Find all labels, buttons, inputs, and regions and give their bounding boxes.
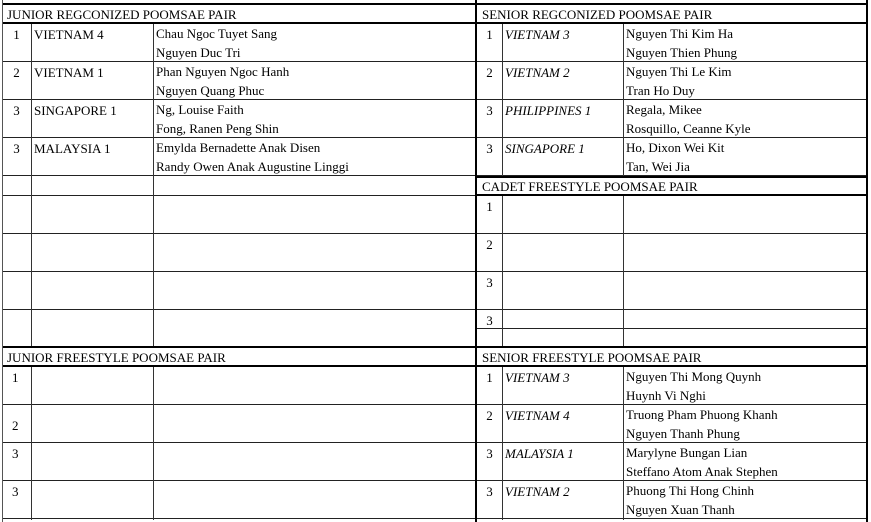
- top-border: [2, 3, 868, 5]
- table-row[interactable]: [2, 100, 476, 138]
- section-title: JUNIOR REGCONIZED POOMSAE PAIR: [2, 5, 476, 24]
- team-cell: VIETNAM 4: [34, 27, 104, 42]
- rank-cell: 3: [12, 484, 19, 499]
- table-row[interactable]: [477, 138, 866, 176]
- athletes-cell: [623, 24, 866, 61]
- blank-row: [2, 196, 476, 234]
- athletes-cell: [153, 100, 476, 137]
- table-row[interactable]: [477, 367, 866, 405]
- athletes-cell: [623, 405, 866, 442]
- athlete-name: Nguyen Xuan Thanh: [626, 502, 735, 517]
- blank-row: [2, 272, 476, 310]
- table-row[interactable]: [2, 443, 476, 481]
- rank-cell: 1: [486, 370, 493, 385]
- rank-cell: 3: [486, 103, 493, 118]
- table-row[interactable]: [2, 138, 476, 176]
- athlete-name: Nguyen Thi Le Kim: [626, 64, 732, 79]
- team-cell: VIETNAM 2: [505, 484, 570, 499]
- cadet-freestyle-section: [477, 177, 866, 348]
- athlete-name: Nguyen Thanh Phung: [626, 426, 740, 441]
- athlete-name: Emylda Bernadette Anak Disen: [156, 140, 321, 155]
- athletes-cell: [153, 24, 476, 61]
- table-row[interactable]: [477, 310, 866, 329]
- athlete-name: Chau Ngoc Tuyet Sang: [156, 26, 277, 41]
- athlete-name: Nguyen Quang Phuc: [156, 83, 265, 98]
- rank-cell: 2: [486, 237, 493, 252]
- athlete-name: Tan, Wei Jia: [626, 159, 690, 174]
- athlete-name: Steffano Atom Anak Stephen: [626, 464, 778, 479]
- athletes-cell: [623, 138, 866, 175]
- table-row[interactable]: [2, 405, 476, 443]
- junior-freestyle-section: [2, 348, 476, 520]
- senior-freestyle-section: [477, 348, 866, 520]
- athlete-name: Nguyen Thien Phung: [626, 45, 737, 60]
- rank-cell: 2: [13, 65, 20, 80]
- section-title: SENIOR REGCONIZED POOMSAE PAIR: [477, 5, 866, 24]
- rank-cell: 2: [486, 408, 493, 423]
- rank-cell: 2: [486, 65, 493, 80]
- team-cell: SINGAPORE 1: [505, 141, 585, 156]
- athletes-cell: [623, 100, 866, 137]
- rank-cell: 1: [486, 27, 493, 42]
- table-row[interactable]: [2, 24, 476, 62]
- athlete-name: Fong, Ranen Peng Shin: [156, 121, 279, 136]
- team-cell: VIETNAM 3: [505, 370, 570, 385]
- junior-recognized-section: [2, 5, 476, 177]
- table-row[interactable]: [477, 196, 866, 234]
- rank-cell: 3: [486, 484, 493, 499]
- rank-cell: 3: [13, 103, 20, 118]
- middle-divider: [2, 346, 868, 348]
- section-title: SENIOR FREESTYLE POOMSAE PAIR: [477, 348, 866, 367]
- team-cell: VIETNAM 2: [505, 65, 570, 80]
- rank-cell: 3: [486, 141, 493, 156]
- athlete-name: Randy Owen Anak Augustine Linggi: [156, 159, 349, 174]
- team-cell: SINGAPORE 1: [34, 103, 117, 118]
- athlete-name: Phuong Thi Hong Chinh: [626, 483, 754, 498]
- athlete-name: Ng, Louise Faith: [156, 102, 244, 117]
- athlete-name: Ho, Dixon Wei Kit: [626, 140, 725, 155]
- athlete-name: Nguyen Thi Mong Quynh: [626, 369, 762, 384]
- athletes-cell: [623, 367, 866, 404]
- blank-row: [2, 234, 476, 272]
- table-row[interactable]: [477, 24, 866, 62]
- athlete-name: Tran Ho Duy: [626, 83, 695, 98]
- athlete-name: Nguyen Duc Tri: [156, 45, 241, 60]
- athletes-cell: [623, 443, 866, 480]
- rank-cell: 1: [12, 370, 19, 385]
- team-cell: VIETNAM 3: [505, 27, 570, 42]
- blank-rows-left: [2, 177, 476, 348]
- table-row[interactable]: [477, 405, 866, 443]
- athlete-name: Regala, Mikee: [626, 102, 702, 117]
- section-title: JUNIOR FREESTYLE POOMSAE PAIR: [2, 348, 476, 367]
- table-row[interactable]: [477, 443, 866, 481]
- athlete-name: Nguyen Thi Kim Ha: [626, 26, 733, 41]
- athletes-cell: [153, 62, 476, 99]
- athlete-name: Marylyne Bungan Lian: [626, 445, 748, 460]
- rank-cell: 3: [12, 446, 19, 461]
- left-border: [2, 0, 3, 522]
- athletes-cell: [153, 138, 476, 175]
- table-row[interactable]: [477, 62, 866, 100]
- table-row[interactable]: [2, 62, 476, 100]
- senior-recognized-section: [477, 5, 866, 177]
- athlete-name: Truong Pham Phuong Khanh: [626, 407, 778, 422]
- athlete-name: Huynh Vi Nghi: [626, 388, 706, 403]
- rank-cell: 1: [486, 199, 493, 214]
- athletes-cell: [623, 481, 866, 518]
- blank-row: [2, 177, 476, 196]
- right-border: [866, 0, 868, 522]
- rank-cell: 3: [486, 446, 493, 461]
- table-row[interactable]: [2, 481, 476, 519]
- team-cell: VIETNAM 4: [505, 408, 570, 423]
- rank-cell: 3: [13, 141, 20, 156]
- table-row[interactable]: [477, 272, 866, 310]
- rank-cell: 1: [13, 27, 20, 42]
- right-mid-divider: [477, 176, 868, 178]
- athlete-name: Phan Nguyen Ngoc Hanh: [156, 64, 290, 79]
- team-cell: MALAYSIA 1: [34, 141, 111, 156]
- section-title: CADET FREESTYLE POOMSAE PAIR: [477, 177, 866, 196]
- rank-cell: 3: [486, 313, 493, 328]
- athletes-cell: [623, 62, 866, 99]
- table-row[interactable]: [477, 100, 866, 138]
- rank-cell: 2: [12, 418, 19, 433]
- team-cell: VIETNAM 1: [34, 65, 104, 80]
- rank-cell: 3: [486, 275, 493, 290]
- table-row[interactable]: [477, 481, 866, 519]
- team-cell: MALAYSIA 1: [505, 446, 574, 461]
- team-cell: PHILIPPINES 1: [505, 103, 592, 118]
- table-row[interactable]: [2, 367, 476, 405]
- center-divider: [475, 0, 477, 522]
- athlete-name: Rosquillo, Ceanne Kyle: [626, 121, 751, 136]
- table-row[interactable]: [477, 234, 866, 272]
